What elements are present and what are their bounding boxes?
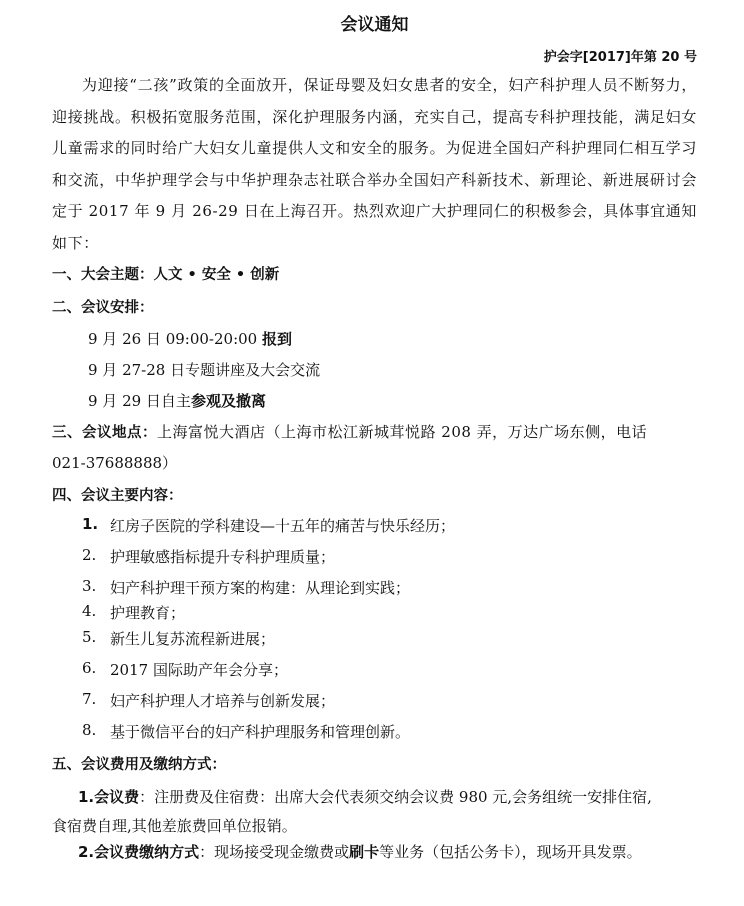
schedule-item — [88, 390, 266, 411]
venue-phone: 021-37688888） — [52, 454, 178, 472]
item-text: 红房子医院的学科建设—十五年的痛苦与快乐经历； — [110, 517, 456, 535]
section-heading: 五、会议费用及缴纳方式： — [52, 757, 226, 773]
item-text: 妇产科护理人才培养与创新发展； — [110, 692, 336, 710]
section-heading: 三、会议地点： — [52, 425, 157, 441]
schedule-bold: 报到 — [262, 330, 293, 348]
page-title: 会议通知 — [340, 15, 409, 35]
item-number: 6. — [82, 659, 97, 677]
item-text: 妇产科护理干预方案的构建：从理论到实践； — [110, 579, 411, 597]
payment-line — [78, 841, 642, 862]
item-number: 1. — [82, 515, 99, 533]
schedule-bold: 参观及撤离 — [190, 392, 266, 410]
payment-text: ：现场接受现金缴费或 — [199, 843, 350, 861]
section-theme — [52, 263, 279, 284]
item-number: 4. — [82, 602, 97, 620]
fee-label: 1.会议费 — [78, 788, 140, 806]
item-number: 3. — [82, 577, 97, 595]
fee-line — [78, 786, 652, 807]
item-text: 护理教育； — [110, 604, 186, 622]
payment-bold: 刷卡 — [349, 843, 380, 861]
item-text: 基于微信平台的妇产科护理服务和管理创新。 — [110, 723, 411, 741]
document-number: 护会字[2017]年第 20 号 — [543, 50, 697, 65]
theme-text: 人文 • 安全 • 创新 — [153, 267, 280, 283]
item-text: 2017 国际助产年会分享； — [110, 661, 288, 679]
item-text: 护理敏感指标提升专科护理质量； — [110, 548, 336, 566]
item-number: 2. — [82, 546, 97, 564]
fee-line-2: 食宿费自理,其他差旅费回单位报销。 — [52, 817, 297, 835]
payment-label: 2.会议费缴纳方式 — [78, 843, 200, 861]
venue-text: 上海富悦大酒店（上海市松江新城茸悦路 208 弄，万达广场东侧，电话 — [157, 423, 648, 441]
schedule-item — [88, 328, 292, 349]
schedule-text: 9 月 29 日自主 — [88, 392, 191, 410]
intro-paragraph: 为迎接“二孩”政策的全面放开，保证母婴及妇女患者的安全，妇产科护理人员不断努力，迎接挑战。积极拓宽服务范围，深化护理服务内涵，充实自己，提高专科护理技能，满足妇女儿童需求的同时给广大妇女儿童提供人文和安全的服务。为促进全国妇产科护理同仁相互学习和交流，中华护理学会与中华护理杂志社联合举办全国妇产科新技术、新理论、新进展研讨会定于 2017 年 9 月 26-29 日在上海召开。热烈欢迎广大护理同仁的积极参会，具体事宜通知如下： — [52, 76, 697, 252]
schedule-text: 9 月 27-28 日专题讲座及大会交流 — [88, 361, 321, 379]
item-number: 5. — [82, 628, 97, 646]
payment-text: 等业务（包括公务卡），现场开具发票。 — [379, 843, 642, 861]
fee-text: ：注册费及住宿费：出席大会代表须交纳会议费 980 元,会务组统一安排住宿, — [139, 788, 652, 806]
schedule-item — [88, 359, 320, 380]
section-heading: 一、大会主题： — [52, 267, 154, 283]
item-number: 8. — [82, 721, 97, 739]
section-heading: 二、会议安排： — [52, 300, 154, 316]
section-heading: 四、会议主要内容： — [52, 488, 183, 504]
schedule-text: 9 月 26 日 09:00-20:00 — [88, 330, 262, 348]
item-number: 7. — [82, 690, 97, 708]
item-text: 新生儿复苏流程新进展； — [110, 630, 276, 648]
section-venue — [52, 421, 647, 442]
